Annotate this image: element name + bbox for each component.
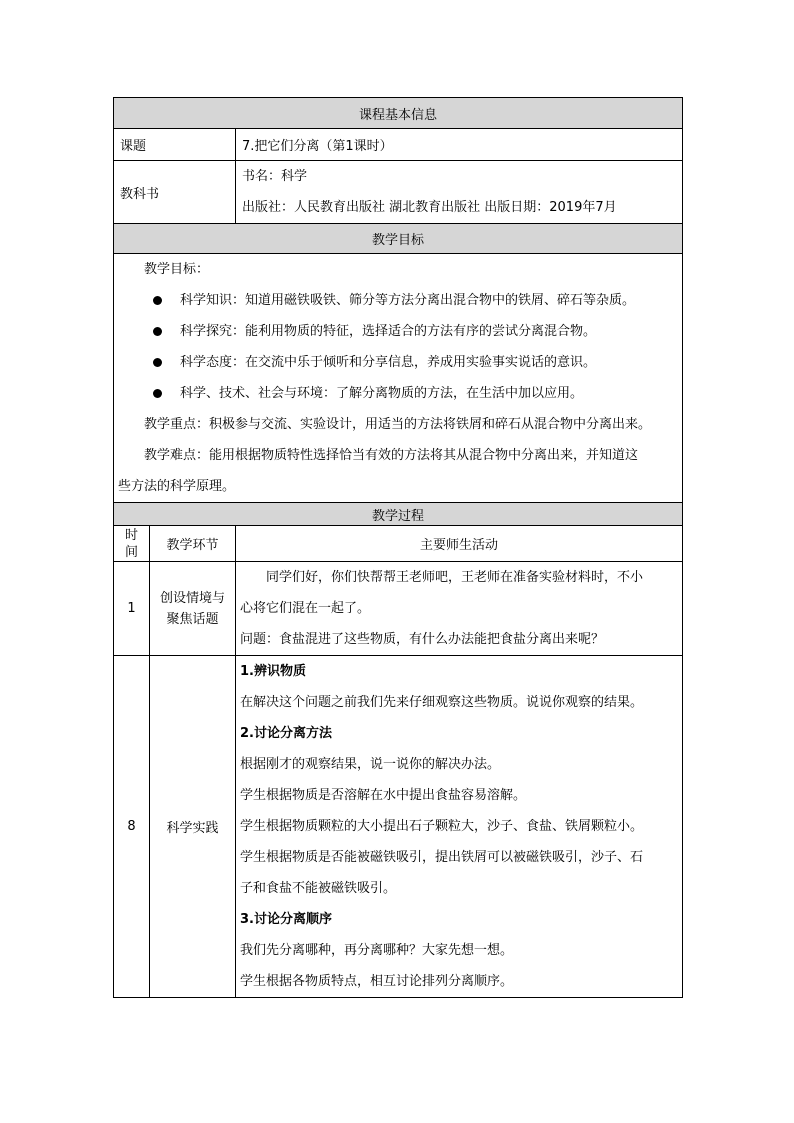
goals-intro: 教学目标：	[144, 262, 210, 277]
step-text: 学生根据各物质特点，相互讨论排列分离顺序。	[240, 974, 514, 989]
col-time-header: 时 间	[114, 526, 150, 562]
row1-activity	[236, 562, 683, 656]
row1-stage: 创设情境与 聚焦话题	[150, 562, 236, 656]
textbook-info	[236, 161, 683, 224]
step-text: 学生根据物质是否溶解在水中提出食盐容易溶解。	[240, 788, 527, 803]
step-heading-3: 3.讨论分离顺序	[240, 912, 332, 927]
lesson-plan-table	[113, 97, 683, 998]
bullet-icon	[153, 296, 162, 305]
book-name: 书名：科学	[242, 169, 308, 184]
step-text: 学生根据物质是否能被磁铁吸引，提出铁屑可以被磁铁吸引，沙子、石	[240, 850, 644, 865]
bullet-icon	[153, 358, 162, 367]
row2-stage: 科学实践	[150, 656, 236, 998]
row1-line3: 问题：食盐混进了这些物质，有什么办法能把食盐分离出来呢？	[240, 632, 605, 647]
step-text: 我们先分离哪种，再分离哪种？大家先想一想。	[240, 943, 514, 958]
row1-line1: 同学们好，你们快帮帮王老师吧，王老师在准备实验材料时，不小	[266, 570, 644, 585]
goal-item: 科学态度：在交流中乐于倾听和分享信息，养成用实验事实说话的意识。	[118, 347, 678, 378]
topic-label: 课题	[114, 129, 236, 161]
basic-info-header: 课程基本信息	[114, 98, 683, 129]
bullet-icon	[153, 327, 162, 336]
goal-item: 科学、技术、社会与环境：了解分离物质的方法，在生活中加以应用。	[118, 378, 678, 409]
textbook-label: 教科书	[114, 161, 236, 224]
step-text: 学生根据物质颗粒的大小提出石子颗粒大，沙子、食盐、铁屑颗粒小。	[240, 819, 644, 834]
row2-activity	[236, 656, 683, 998]
step-text: 根据刚才的观察结果，说一说你的解决办法。	[240, 757, 501, 772]
row1-line2: 心将它们混在一起了。	[240, 601, 371, 616]
difficulty-line-1: 教学难点：能用根据物质特性选择恰当有效的方法将其从混合物中分离出来，并知道这	[144, 448, 639, 463]
difficulty-line-2: 些方法的科学原理。	[118, 479, 236, 494]
key-point: 教学重点：积极参与交流、实验设计，用适当的方法将铁屑和碎石从混合物中分离出来。	[144, 417, 652, 432]
step-text: 子和食盐不能被磁铁吸引。	[240, 881, 397, 896]
goals-body	[114, 254, 683, 503]
goals-header: 教学目标	[114, 224, 683, 254]
row2-time: 8	[114, 656, 150, 998]
col-stage-header: 教学环节	[150, 526, 236, 562]
publisher-info: 出版社：人民教育出版社 湖北教育出版社 出版日期：2019年7月	[242, 200, 617, 215]
topic-value: 7.把它们分离（第1课时）	[236, 129, 683, 161]
step-heading-1: 1.辨识物质	[240, 664, 306, 679]
bullet-icon	[153, 389, 162, 398]
step-text: 在解决这个问题之前我们先来仔细观察这些物质。说说你观察的结果。	[240, 695, 644, 710]
goal-item: 科学探究：能利用物质的特征，选择适合的方法有序的尝试分离混合物。	[118, 316, 678, 347]
goal-item: 科学知识：知道用磁铁吸铁、筛分等方法分离出混合物中的铁屑、碎石等杂质。	[118, 285, 678, 316]
col-activity-header: 主要师生活动	[236, 526, 683, 562]
process-header: 教学过程	[114, 503, 683, 526]
row1-time: 1	[114, 562, 150, 656]
step-heading-2: 2.讨论分离方法	[240, 726, 332, 741]
